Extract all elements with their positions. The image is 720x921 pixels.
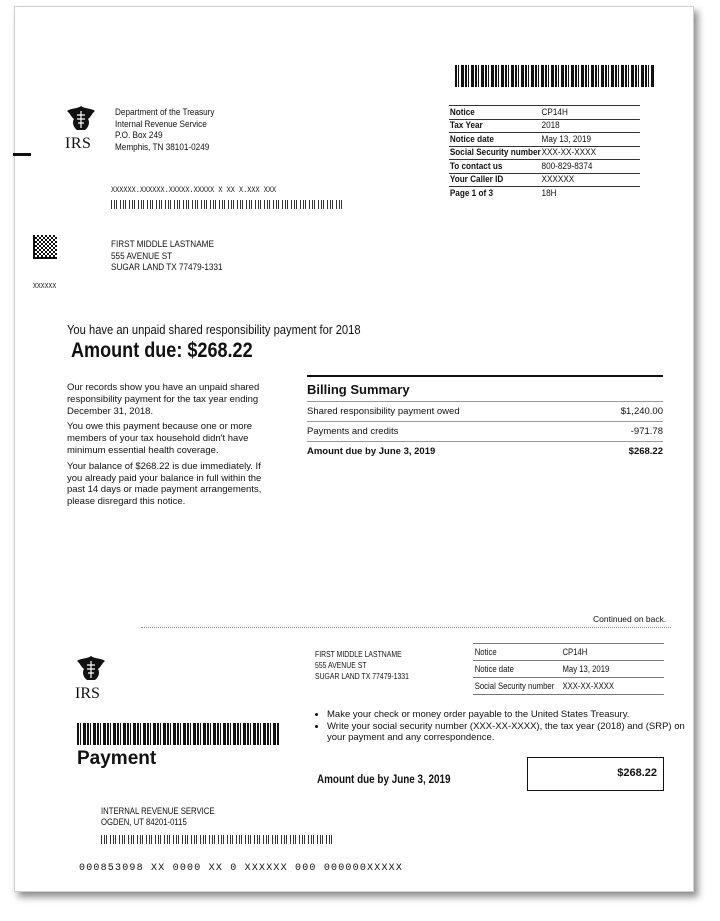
billing-value: $268.22	[628, 446, 663, 457]
info-value: CP14H	[561, 644, 664, 661]
info-label: Social Security number	[449, 147, 541, 159]
top-barcode	[455, 65, 655, 87]
notice-info-row	[449, 187, 640, 200]
payment-instructions	[315, 709, 687, 744]
info-value: 2018	[541, 119, 640, 133]
notice-info-row	[449, 146, 640, 160]
voucher-info-row	[473, 661, 664, 678]
routing-code: XXXXXX.XXXXXX.XXXXX.XXXXX X XX X.XXX XXX	[111, 186, 277, 195]
info-value: CP14H	[541, 106, 640, 120]
info-label: Notice	[473, 644, 561, 661]
info-label: Notice date	[449, 133, 541, 147]
info-value: XXX-XX-XXXX	[541, 146, 640, 160]
info-value: 18H	[541, 187, 557, 199]
amount-due: Amount due: $268.22	[71, 339, 253, 362]
voucher-recipient	[315, 649, 409, 682]
recipient-line: SUGAR LAND TX 77479-1331	[111, 262, 223, 273]
voucher-barcode	[77, 723, 279, 745]
agency-line: Internal Revenue Service	[115, 118, 207, 130]
info-label: Social Security number	[473, 678, 561, 695]
notice-info-row	[449, 106, 640, 120]
voucher-info-row	[473, 644, 664, 661]
billing-label: Shared responsibility payment owed	[307, 406, 460, 417]
notice-info-table	[449, 105, 640, 200]
irs-logo	[65, 105, 105, 152]
notice-info-row	[449, 160, 640, 174]
billing-summary	[307, 375, 663, 461]
notice-info-row	[449, 173, 640, 187]
billing-summary-title: Billing Summary	[307, 377, 663, 402]
headline: You have an unpaid shared responsibility payment for 2018	[67, 322, 361, 337]
info-value: May 13, 2019	[541, 133, 640, 147]
recipient-line: SUGAR LAND TX 77479-1331	[315, 672, 409, 681]
agency-line: Memphis, TN 38101-0249	[115, 141, 210, 153]
body-paragraph: Our records show you have an unpaid shared responsibility payment for the tax year ending December 31, 2018.	[67, 382, 260, 417]
notice-info-row	[449, 119, 640, 133]
billing-row	[307, 402, 663, 422]
voucher-title: Payment	[77, 748, 157, 769]
voucher-info-row	[473, 678, 664, 695]
continued-note: Continued on back.	[593, 614, 667, 624]
billing-value: -971.78	[630, 426, 663, 437]
body-paragraph: You owe this payment because one or more members of your tax household didn't have minimum essential health coverage.	[67, 421, 253, 456]
irs-logo-text: IRS	[75, 685, 100, 702]
notice-page	[14, 6, 694, 892]
info-label: Your Caller ID	[449, 173, 541, 187]
info-label: To contact us	[449, 160, 541, 174]
recipient-line: 555 AVENUE ST	[111, 250, 173, 262]
info-label: Page 1 of 3	[449, 187, 494, 199]
recipient-line: FIRST MIDDLE LASTNAME	[315, 650, 402, 659]
recipient-line: FIRST MIDDLE LASTNAME	[111, 239, 214, 250]
tear-line	[141, 627, 671, 628]
agency-line: P.O. Box 249	[115, 130, 163, 141]
notice-info-row	[449, 133, 640, 147]
instruction-item: • Make your check or money order payable to the United States Treasury.	[327, 709, 687, 721]
eagle-icon	[65, 105, 97, 131]
amount-enclosed-box	[527, 757, 664, 791]
info-value: 800-829-8374	[541, 160, 640, 174]
billing-label: Amount due by June 3, 2019	[307, 446, 436, 457]
scanline: 000853098 XX 0000 XX 0 XXXXXX 000 000000XXXXX	[79, 863, 404, 874]
instruction-item: • Write your social security number (XXX-XX-XXXX), the tax year (2018) and (SRP) on your payment and any correspondence.	[327, 721, 687, 744]
body-text	[67, 382, 267, 508]
irs-logo-text: IRS	[65, 135, 92, 152]
voucher-info-table	[473, 643, 664, 695]
agency-line: Department of the Treasury	[115, 107, 215, 118]
fold-mark	[13, 153, 31, 156]
voucher-irs-logo	[75, 655, 115, 702]
address-line: OGDEN, UT 84201-0115	[101, 817, 187, 827]
info-label: Notice	[449, 106, 541, 120]
billing-row-total	[307, 442, 663, 461]
irs-mailing-address	[101, 806, 215, 828]
recipient-line: 555 AVENUE ST	[315, 661, 367, 670]
info-label: Notice date	[473, 661, 561, 678]
billing-row	[307, 422, 663, 442]
billing-label: Payments and credits	[307, 426, 399, 437]
small-code: XXXXXX	[33, 283, 57, 291]
billing-value: $1,240.00	[620, 406, 663, 417]
eagle-icon	[75, 655, 107, 681]
agency-address	[115, 107, 214, 153]
body-paragraph: Your balance of $268.22 is due immediately. If you already paid your balance in full within the past 14 days or made payment arrangements, please disregard this notice.	[67, 460, 262, 508]
info-label: Tax Year	[449, 119, 541, 133]
postal-barcode	[111, 200, 343, 209]
info-value: XXX-XX-XXXX	[561, 678, 664, 695]
voucher-amount-label: Amount due by June 3, 2019	[317, 774, 451, 786]
datamatrix-code	[33, 235, 57, 259]
recipient-address	[111, 239, 223, 274]
info-value: May 13, 2019	[561, 661, 664, 678]
voucher-postal-barcode	[101, 835, 333, 844]
address-line: INTERNAL REVENUE SERVICE	[101, 806, 215, 816]
voucher-amount-value: $268.22	[617, 767, 657, 779]
info-value: XXXXXX	[541, 173, 640, 187]
